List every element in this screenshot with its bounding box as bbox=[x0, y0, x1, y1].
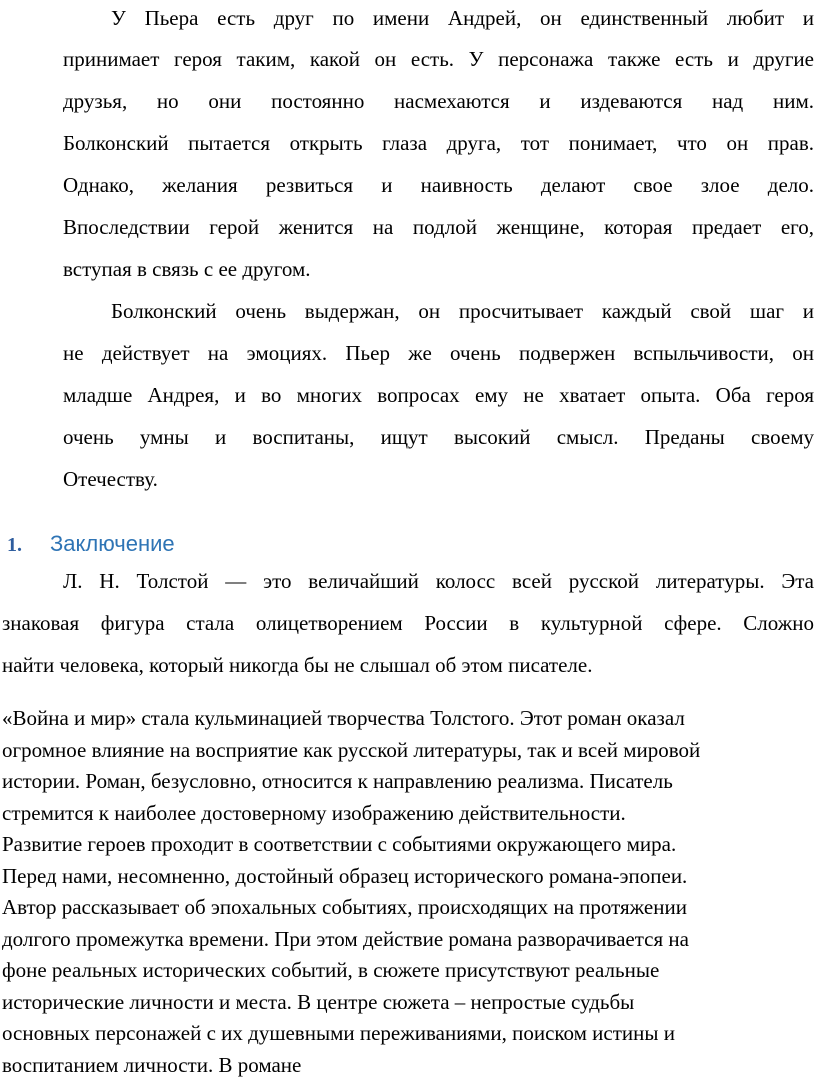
heading-number: 1. bbox=[7, 534, 22, 556]
text-line: долгого промежутка времени. При этом действие романа разворачивается на bbox=[2, 927, 689, 951]
text-line: Автор рассказывает об эпохальных событиях, происходящих на протяжении bbox=[2, 895, 687, 919]
text-line: найти человека, который никогда бы не слышал об этом писателе. bbox=[2, 653, 593, 677]
text-line: вступая в связь с ее другом. bbox=[63, 257, 311, 281]
text-line: знаковая фигура стала олицетворением России в культурной сфере. Сложно bbox=[2, 611, 814, 635]
text-line: стремится к наиболее достоверному изображению действительности. bbox=[2, 801, 626, 825]
text-line: огромное влияние на восприятие как русской литературы, так и всей мировой bbox=[2, 738, 701, 762]
text-line: Отечеству. bbox=[63, 467, 158, 491]
text-line: У Пьера есть друг по имени Андрей, он единственный любит и bbox=[111, 6, 814, 30]
text-line: принимает героя таким, какой он есть. У персонажа также есть и другие bbox=[63, 47, 814, 71]
text-line: Л. Н. Толстой — это величайший колосс всей русской литературы. Эта bbox=[63, 569, 814, 593]
text-line: не действует на эмоциях. Пьер же очень подвержен вспыльчивости, он bbox=[63, 341, 814, 365]
text-line: истории. Роман, безусловно, относится к направлению реализма. Писатель bbox=[2, 769, 673, 793]
text-line: Впоследствии герой женится на подлой женщине, которая предает его, bbox=[63, 215, 814, 239]
text-line: Болконский очень выдержан, он просчитывает каждый свой шаг и bbox=[111, 299, 814, 323]
heading-title: Заключение bbox=[50, 531, 175, 556]
text-line: исторические личности и места. В центре сюжета – непростые судьбы bbox=[2, 990, 635, 1014]
text-line: Болконский пытается открыть глаза друга, тот понимает, что он прав. bbox=[63, 131, 814, 155]
text-line: «Война и мир» стала кульминацией творчества Толстого. Этот роман оказал bbox=[2, 706, 685, 730]
text-line: воспитанием личности. В романе bbox=[2, 1053, 302, 1077]
text-line: фоне реальных исторических событий, в сюжете присутствуют реальные bbox=[2, 958, 660, 982]
text-line: очень умны и воспитаны, ищут высокий смысл. Преданы своему bbox=[63, 425, 814, 449]
text-line: Перед нами, несомненно, достойный образец исторического романа-эпопеи. bbox=[2, 864, 688, 888]
text-line: Однако, желания резвиться и наивность делают свое злое дело. bbox=[63, 173, 814, 197]
text-line: основных персонажей с их душевными переживаниями, поиском истины и bbox=[2, 1021, 675, 1045]
text-line: младше Андрея, и во многих вопросах ему не хватает опыта. Оба героя bbox=[63, 383, 814, 407]
text-line: Развитие героев проходит в соответствии с событиями окружающего мира. bbox=[2, 832, 677, 856]
text-line: друзья, но они постоянно насмехаются и издеваются над ним. bbox=[63, 89, 814, 113]
